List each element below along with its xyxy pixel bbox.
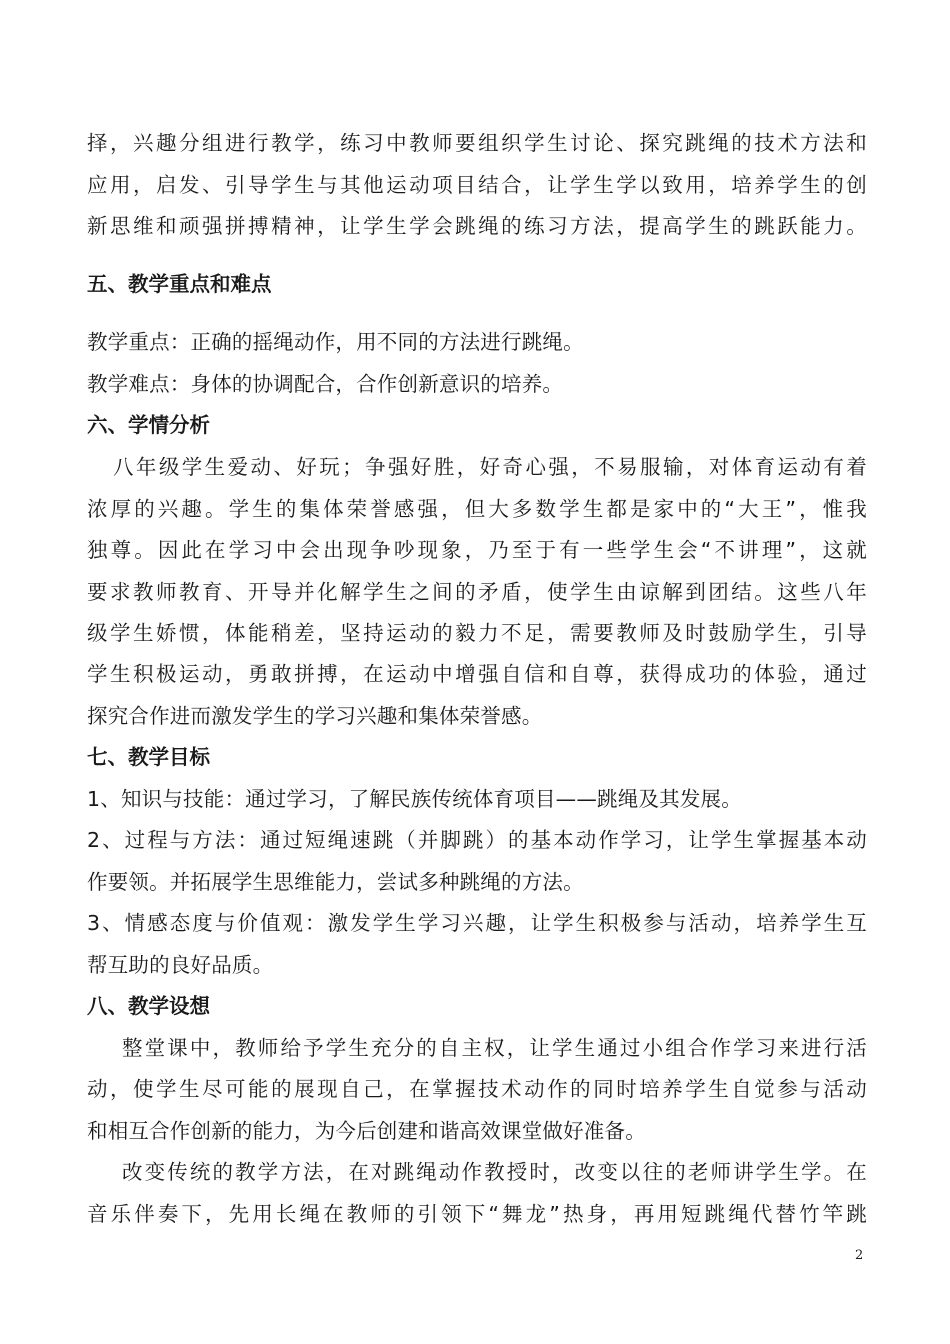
section8-heading: 八、教学设想	[87, 994, 210, 1018]
section5-difficulty: 教学难点：身体的协调配合，合作创新意识的培养。	[87, 372, 564, 396]
section8-p2-line-1: 改变传统的教学方法，在对跳绳动作教授时，改变以往的老师讲学生学。在	[122, 1160, 867, 1184]
section6-line-1: 八年级学生爱动、好玩；争强好胜，好奇心强，不易服输，对体育运动有着	[113, 455, 867, 479]
section8-p2-line-2: 音乐伴奏下，先用长绳在教师的引领下“舞龙”热身，再用短跳绳代替竹竿跳	[87, 1202, 867, 1226]
section7-goal-3-line-1: 3、情感态度与价值观：激发学生学习兴趣，让学生积极参与活动，培养学生互	[87, 911, 867, 935]
section6-line-2: 浓厚的兴趣。学生的集体荣誉感强，但大多数学生都是家中的“大王”，惟我	[87, 497, 867, 521]
intro-line-3: 新思维和顽强拼搏精神，让学生学会跳绳的练习方法，提高学生的跳跃能力。	[87, 214, 867, 238]
section6-line-4: 要求教师教育、开导并化解学生之间的矛盾，使学生由谅解到团结。这些八年	[87, 580, 867, 604]
section5-heading: 五、教学重点和难点	[87, 272, 272, 296]
section7-goal-2-line-1: 2、过程与方法：通过短绳速跳（并脚跳）的基本动作学习，让学生掌握基本动	[87, 828, 867, 852]
page-number: 2	[855, 1248, 864, 1263]
section8-p1-line-1: 整堂课中，教师给予学生充分的自主权，让学生通过小组合作学习来进行活	[122, 1036, 867, 1060]
section7-goal-1: 1、知识与技能：通过学习，了解民族传统体育项目——跳绳及其发展。	[87, 787, 742, 811]
intro-line-2: 应用，启发、引导学生与其他运动项目结合，让学生学以致用，培养学生的创	[87, 173, 867, 197]
section8-p1-line-2: 动，使学生尽可能的展现自己，在掌握技术动作的同时培养学生自觉参与活动	[87, 1077, 867, 1101]
section5-focus: 教学重点：正确的摇绳动作，用不同的方法进行跳绳。	[87, 330, 584, 354]
section7-heading: 七、教学目标	[87, 745, 210, 769]
section8-p1-line-3: 和相互合作创新的能力，为今后创建和谐高效课堂做好准备。	[87, 1119, 646, 1143]
intro-line-1: 择，兴趣分组进行教学，练习中教师要组织学生讨论、探究跳绳的技术方法和	[87, 131, 867, 155]
section6-line-3: 独尊。因此在学习中会出现争吵现象，乃至于有一些学生会“不讲理”，这就	[87, 538, 867, 562]
section6-line-6: 学生积极运动，勇敢拼搏，在运动中增强自信和自尊，获得成功的体验，通过	[87, 662, 867, 686]
section6-line-7: 探究合作进而激发学生的学习兴趣和集体荣誉感。	[87, 704, 543, 728]
section7-goal-2-line-2: 作要领。并拓展学生思维能力，尝试多种跳绳的方法。	[87, 870, 584, 894]
section6-heading: 六、学情分析	[87, 413, 210, 437]
section6-line-5: 级学生娇惯，体能稍差，坚持运动的毅力不足，需要教师及时鼓励学生，引导	[87, 621, 867, 645]
section7-goal-3-line-2: 帮互助的良好品质。	[87, 953, 274, 977]
